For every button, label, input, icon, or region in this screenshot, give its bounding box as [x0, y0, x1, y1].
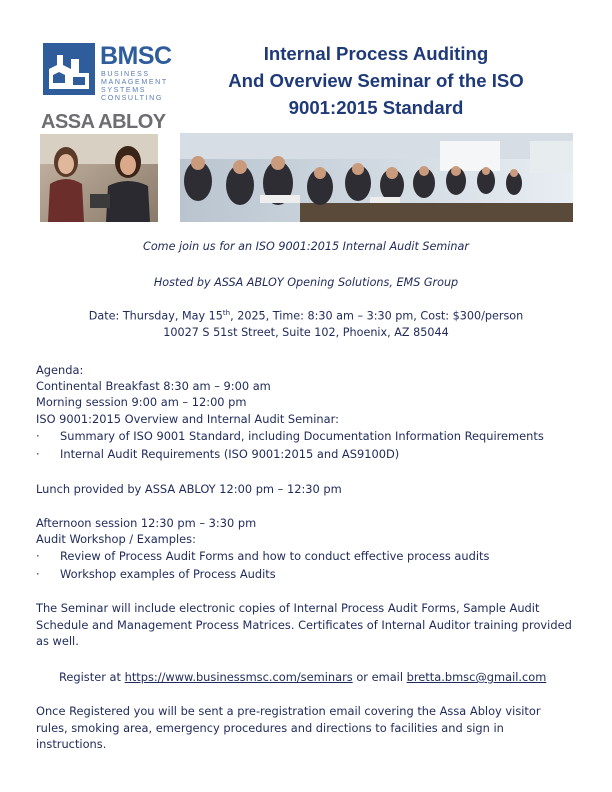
- list-item: [36, 548, 489, 564]
- list-item: [36, 428, 544, 444]
- assa-abloy-logo: ASSA ABLOY: [41, 111, 166, 133]
- list-item-text: Summary of ISO 9001 Standard, including Documentation Information Requirements: [60, 429, 544, 443]
- date-superscript: th: [222, 309, 231, 317]
- agenda-breakfast: Continental Breakfast 8:30 am – 9:00 am: [36, 379, 271, 393]
- bullet-icon: ·: [36, 549, 40, 563]
- title-line-1: Internal Process Auditing: [263, 43, 489, 64]
- agenda-heading: Agenda:: [36, 363, 84, 377]
- agenda-lunch: Lunch provided by ASSA ABLOY 12:00 pm – 12:30 pm: [36, 482, 342, 496]
- email-link[interactable]: bretta.bmsc@gmail.com: [406, 670, 547, 684]
- seminars-link[interactable]: https://www.businessmsc.com/seminars: [124, 670, 353, 684]
- list-item: [36, 446, 399, 462]
- page-title: [196, 40, 556, 121]
- list-item-text: Workshop examples of Process Audits: [60, 567, 276, 581]
- agenda-afternoon: Afternoon session 12:30 pm – 3:30 pm: [36, 516, 257, 530]
- list-item-text: Internal Audit Requirements (ISO 9001:2015 and AS9100D): [60, 447, 400, 461]
- seminar-includes-text: The Seminar will include electronic copies of Internal Process Audit Forms, Sample Audit Schedule and Management Process Matrices. Certificates of Internal Auditor training provided as well.: [36, 601, 572, 648]
- register-line: [59, 669, 546, 685]
- register-prefix: Register at: [59, 670, 125, 684]
- logo-subtitle: BUSINESS MANAGEMENT SYSTEMS CONSULTING: [101, 70, 168, 102]
- event-date-line: [40, 309, 572, 323]
- bullet-icon: ·: [36, 447, 40, 461]
- title-line-3: 9001:2015 Standard: [288, 97, 464, 118]
- list-item: [36, 566, 276, 582]
- presenters-photo: [40, 134, 158, 222]
- date-prefix: Date: Thursday, May 15: [88, 309, 223, 323]
- classroom-photo: [180, 133, 573, 222]
- logo-wordmark: BMSC: [100, 42, 172, 70]
- date-suffix: , 2025, Time: 8:30 am – 3:30 pm, Cost: $300/person: [230, 309, 524, 323]
- register-middle: or email: [352, 670, 407, 684]
- invite-text: Come join us for an ISO 9001:2015 Internal Audit Seminar: [143, 240, 469, 253]
- agenda-morning: Morning session 9:00 am – 12:00 pm: [36, 395, 247, 409]
- agenda-seminar: ISO 9001:2015 Overview and Internal Audit Seminar:: [36, 412, 339, 426]
- hosted-text: Hosted by ASSA ABLOY Opening Solutions, EMS Group: [153, 276, 459, 289]
- title-line-2: And Overview Seminar of the ISO: [228, 70, 524, 91]
- bmsc-logo-icon: [43, 43, 95, 95]
- agenda-workshop: Audit Workshop / Examples:: [36, 532, 196, 546]
- list-item-text: Review of Process Audit Forms and how to conduct effective process audits: [60, 549, 490, 563]
- once-registered-text: Once Registered you will be sent a pre-registration email covering the Assa Abloy visitor rules, smoking area, emergency procedures and directions to facilities and sign in instructions.: [36, 704, 541, 751]
- event-address: 10027 S 51st Street, Suite 102, Phoenix, AZ 85044: [163, 326, 449, 339]
- bullet-icon: ·: [36, 567, 40, 581]
- bullet-icon: ·: [36, 429, 40, 443]
